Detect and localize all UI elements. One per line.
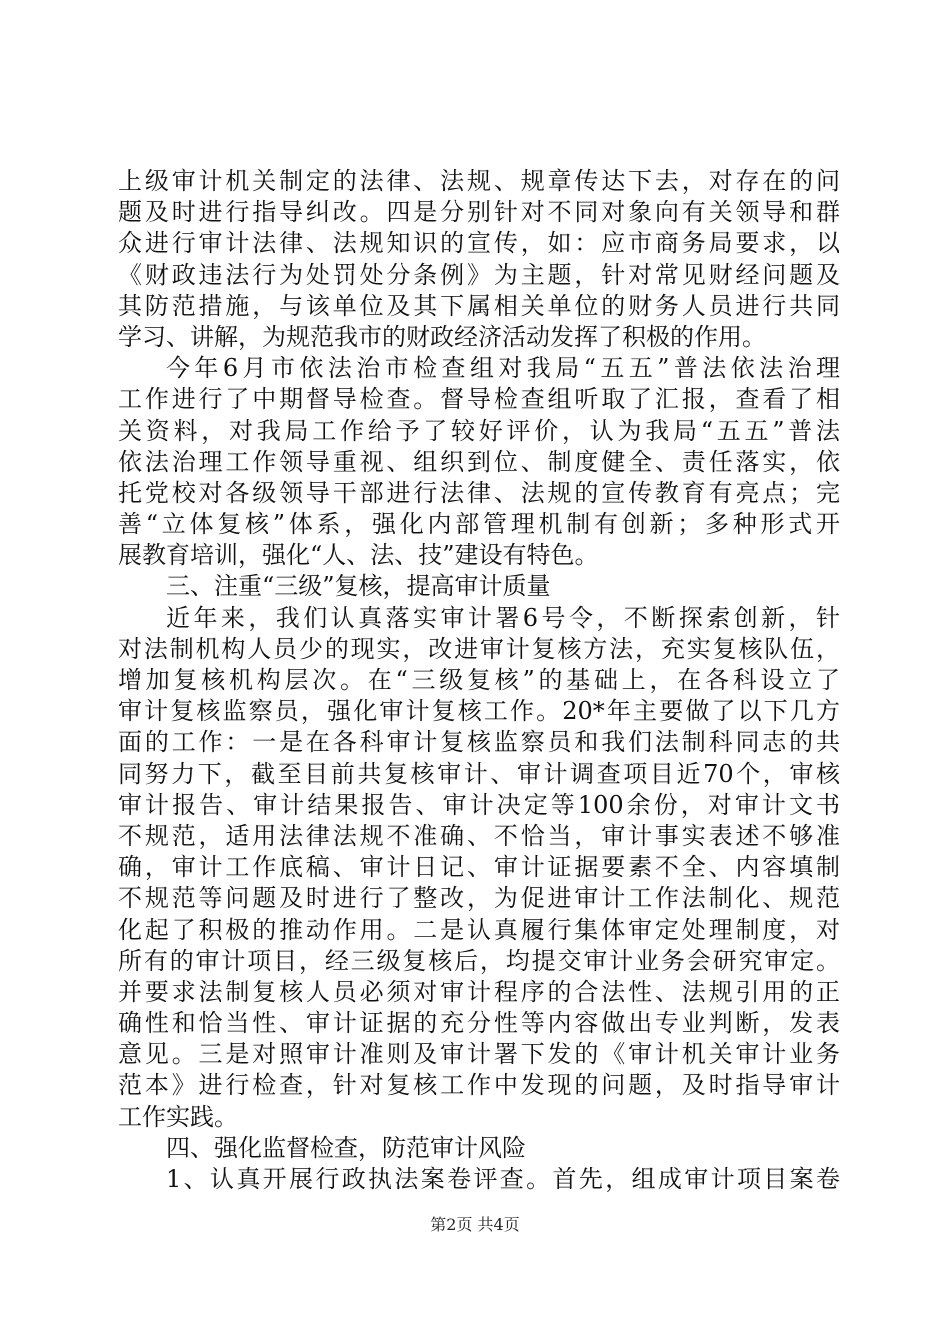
text-line: 增加复核机构层次。在“三级复核”的基础上，在各科设立了 (118, 666, 840, 694)
text-line: 同努力下，截至目前共复核审计、审计调查项目近70个，审核 (118, 759, 840, 788)
text-line: 审计复核监察员，强化审计复核工作。20*年主要做了以下几方 (118, 697, 840, 726)
text-line: 意见。三是对照审计准则及审计署下发的《审计机关审计业务 (118, 1040, 840, 1069)
text-line: 题及时进行指导纠改。四是分别针对不同对象向有关领导和群 (118, 198, 840, 227)
text-line: 确性和恰当性、审计证据的充分性等内容做出专业判断，发表 (118, 1009, 840, 1038)
text-line: 对法制机构人员少的现实，改进审计复核方法，充实复核队伍， (118, 634, 840, 663)
text-line: 今年6月市依法治市检查组对我局“五五”普法依法治理 (166, 354, 840, 383)
page-footer: 第2页 共4页 (430, 1215, 520, 1234)
text-line: 确，审计工作底稿、审计日记、审计证据要素不全、内容填制 (118, 853, 840, 882)
text-line: 展教育培训，强化“人、法、技”建设有特色。 (118, 541, 599, 570)
text-line: 不规范，适用法律法规不准确、不恰当，审计事实表述不够准 (118, 821, 840, 850)
section-heading: 三、注重“三级”复核，提高审计质量 (166, 572, 551, 601)
text-line: 范本》进行检查，针对复核工作中发现的问题，及时指导审计 (118, 1071, 840, 1100)
text-line: 上级审计机关制定的法律、法规、规章传达下去，对存在的问 (118, 167, 840, 195)
text-line: 工作进行了中期督导检查。督导检查组听取了汇报，查看了相 (118, 385, 840, 414)
text-line: 学习、讲解，为规范我市的财政经济活动发挥了积极的作用。 (118, 322, 766, 351)
text-line: 工作实践。 (118, 1102, 238, 1131)
text-line: 依法治理工作领导重视、组织到位、制度健全、责任落实，依 (118, 447, 840, 476)
text-line: 其防范措施，与该单位及其下属相关单位的财务人员进行共同 (118, 291, 840, 320)
text-line: 《财政违法行为处罚处分条例》为主题，针对常见财经问题及 (118, 260, 840, 289)
text-line: 并要求法制复核人员必须对审计程序的合法性、法规引用的正 (118, 977, 840, 1006)
section-heading: 四、强化监督检查，防范审计风险 (166, 1133, 526, 1162)
text-line: 善“立体复核”体系，强化内部管理机制有创新；多种形式开 (118, 510, 840, 539)
text-line: 面的工作：一是在各科审计复核监察员和我们法制科同志的共 (118, 728, 840, 757)
text-line: 近年来，我们认真落实审计署6号令，不断探索创新，针 (166, 603, 840, 632)
text-line: 审计报告、审计结果报告、审计决定等100余份，对审计文书 (118, 790, 840, 819)
text-line: 不规范等问题及时进行了整改，为促进审计工作法制化、规范 (118, 884, 840, 913)
text-line: 托党校对各级领导干部进行法律、法规的宣传教育有亮点；完 (118, 478, 840, 507)
text-line: 1、认真开展行政执法案卷评查。首先，组成审计项目案卷 (166, 1165, 840, 1193)
text-line: 所有的审计项目，经三级复核后，均提交审计业务会研究审定。 (118, 946, 840, 975)
text-line: 化起了积极的推动作用。二是认真履行集体审定处理制度，对 (118, 915, 840, 944)
document-body (118, 166, 840, 1195)
text-line: 关资料，对我局工作给予了较好评价，认为我局“五五”普法 (118, 416, 840, 445)
text-line: 众进行审计法律、法规知识的宣传，如：应市商务局要求，以 (118, 229, 840, 258)
